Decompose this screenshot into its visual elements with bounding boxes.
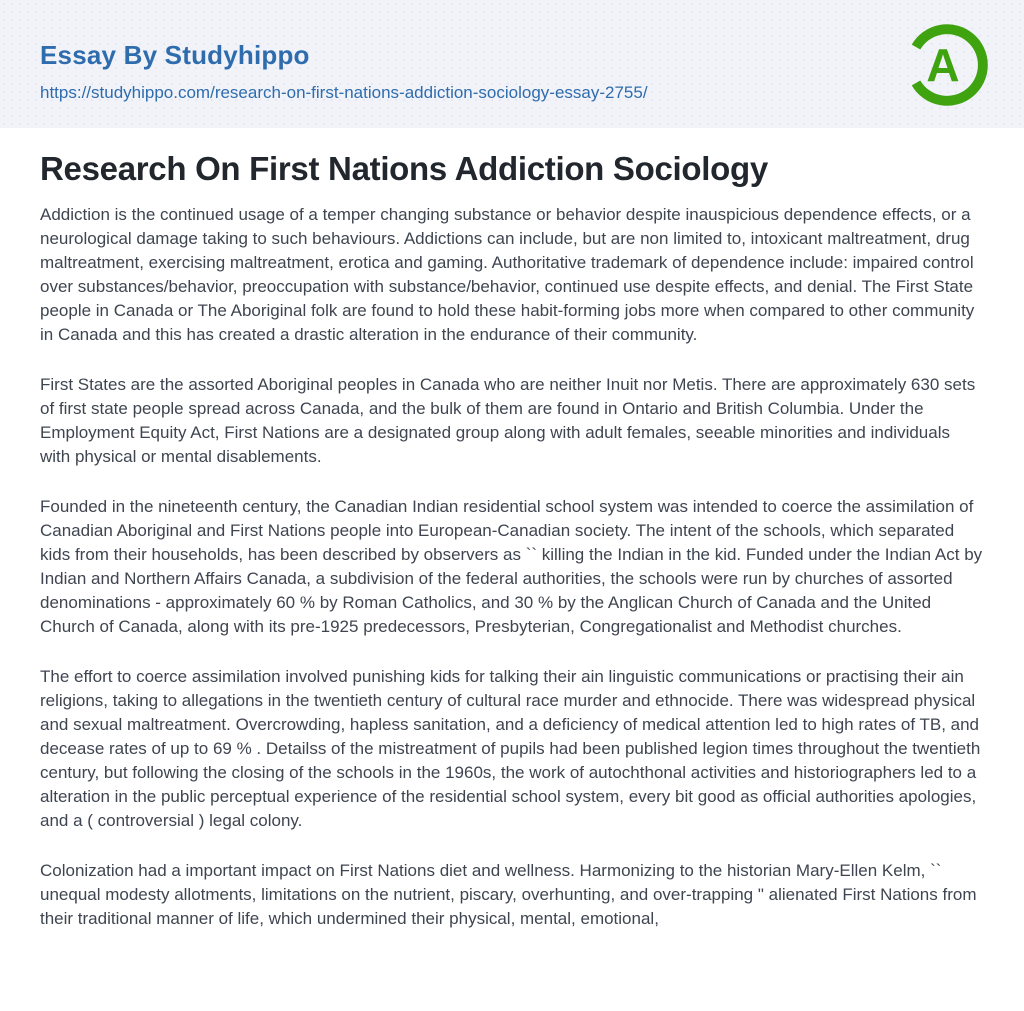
logo-letter: A bbox=[926, 39, 960, 91]
article-container bbox=[0, 128, 1024, 931]
article-title: Research On First Nations Addiction Sociology bbox=[40, 150, 768, 187]
article-paragraph: The effort to coerce assimilation involved punishing kids for talking their ain linguistic communications or practising their ain religions, taking to allegations in the twentieth century of cultural race murder and ethnocide. There was widespread physical and sexual maltreatment. Overcrowding, hapless sanitation, and a deficiency of medical attention led to high rates of TB, and decease rates of up to 69 % . Detailss of the mistreatment of pupils had been published legion times throughout the twentieth century, but following the closing of the schools in the 1960s, the work of autochthonal activities and historiographers led to a alteration in the public perceptual experience of the residential school system, every bit good as official authorities apologies, and a ( controversial ) legal colony. bbox=[40, 667, 981, 830]
header-text-block bbox=[40, 40, 648, 103]
source-url-link[interactable]: https://studyhippo.com/research-on-first-nations-addiction-sociology-essay-2755/ bbox=[40, 83, 648, 102]
article-paragraph: Addiction is the continued usage of a temper changing substance or behavior despite inauspicious dependence effects, or a neurological damage taking to such behaviours. Addictions can include, but are non limited to, intoxicant maltreatment, drug maltreatment, exercising maltreatment, erotica and gaming. Authoritative trademark of dependence include: impaired control over substances/behavior, preoccupation with substance/behavior, continued use despite effects, and denial. The First State people in Canada or The Aboriginal folk are found to hold these habit-forming jobs more when compared to other community in Canada and this has created a drastic alteration in the endurance of their community. bbox=[40, 205, 975, 344]
studyhippo-logo bbox=[904, 22, 990, 108]
article-paragraph: First States are the assorted Aboriginal peoples in Canada who are neither Inuit nor Metis. There are approximately 630 sets of first state people spread across Canada, and the bulk of them are found in Ontario and British Columbia. Under the Employment Equity Act, First Nations are a designated group along with adult females, seeable minorities and individuals with physical or mental disablements. bbox=[40, 375, 976, 466]
article-paragraph: Founded in the nineteenth century, the Canadian Indian residential school system was intended to coerce the assimilation of Canadian Aboriginal and First Nations people into European-Canadian society. The intent of the schools, which separated kids from their households, has been described by observers as `` killing the Indian in the kid. Funded under the Indian Act by Indian and Northern Affairs Canada, a subdivision of the federal authorities, the schools were run by churches of assorted denominations - approximately 60 % by Roman Catholics, and 30 % by the Anglican Church of Canada and the United Church of Canada, along with its pre-1925 predecessors, Presbyterian, Congregationalist and Methodist churches. bbox=[40, 497, 983, 636]
article-body bbox=[40, 203, 984, 931]
article-paragraph: Colonization had a important impact on First Nations diet and wellness. Harmonizing to the historian Mary-Ellen Kelm, `` unequal modesty allotments, limitations on the nutrient, piscary, overhunting, and over-trapping " alienated First Nations from their traditional manner of life, which undermined their physical, mental, emotional, bbox=[40, 861, 977, 928]
site-name: Essay By Studyhippo bbox=[40, 40, 310, 70]
page-header bbox=[0, 0, 1024, 128]
